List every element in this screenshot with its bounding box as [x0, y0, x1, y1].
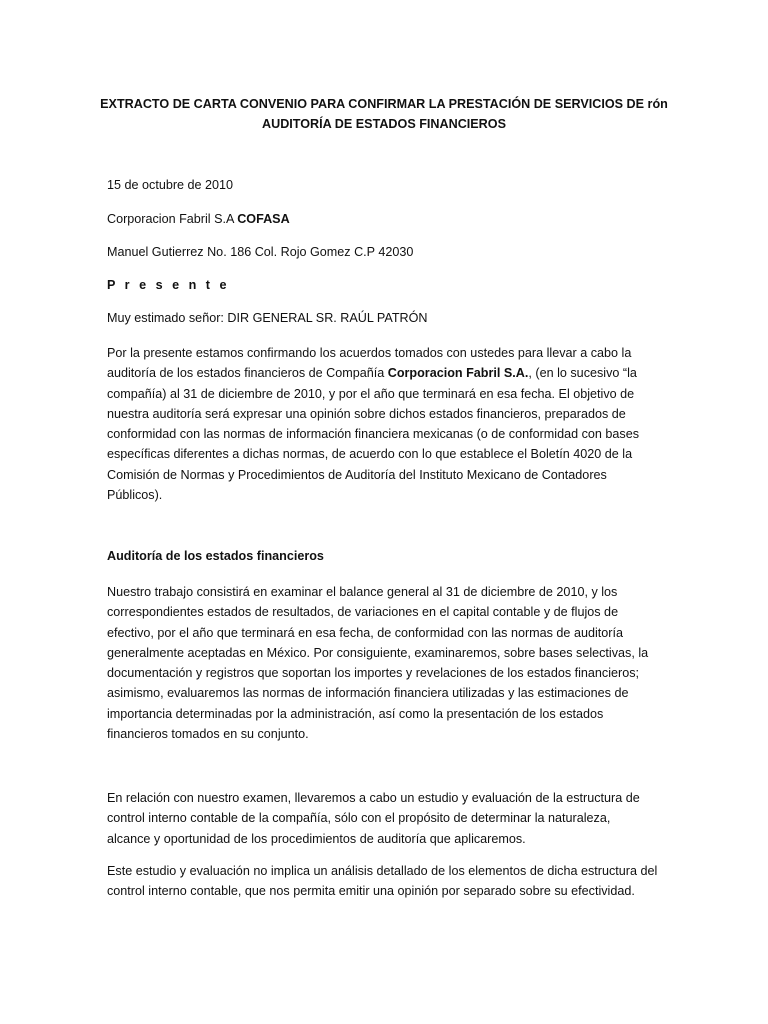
- title-line-2: AUDITORÍA DE ESTADOS FINANCIEROS: [262, 117, 506, 131]
- section-heading: Auditoría de los estados financieros: [107, 549, 324, 563]
- paragraph-line: nuestra auditoría será expresar una opinión sobre dichos estados financieros, preparados de: [107, 406, 626, 421]
- title-line-1: EXTRACTO DE CARTA CONVENIO PARA CONFIRMAR LA PRESTACIÓN DE SERVICIOS DE rón: [100, 97, 668, 111]
- paragraph-line: documentación y registros que soportan los importes y revelaciones de los estados financieros;: [107, 666, 640, 681]
- paragraph-internal-control: [107, 788, 662, 849]
- paragraph-segment: auditoría de los estados financieros de Compañía: [107, 366, 388, 381]
- paragraph-line: correspondientes estados de resultados, de variaciones en el capital contable y de flujos de: [107, 605, 619, 620]
- company-address: Manuel Gutierrez No. 186 Col. Rojo Gomez C.P 42030: [107, 245, 414, 259]
- document-title: [100, 94, 668, 134]
- company-name-text: Corporacion Fabril S.A: [107, 212, 238, 226]
- salutation: Muy estimado señor: DIR GENERAL SR. RAÚL PATRÓN: [107, 311, 428, 325]
- presente-line: P r e s e n t e: [107, 278, 230, 292]
- company-name: [107, 212, 290, 226]
- client-name-bold: Corporacion Fabril S.A.: [387, 366, 529, 381]
- paragraph-audit-scope: [107, 582, 662, 744]
- paragraph-line: Comisión de Normas y Procedimientos de Auditoría del Instituto Mexicano de Contadores: [107, 467, 607, 482]
- paragraph-segment: , (en lo sucesivo “la: [528, 366, 637, 381]
- paragraph-line: En relación con nuestro examen, llevaremos a cabo un estudio y evaluación de la estructura de: [107, 791, 640, 805]
- paragraph-line: asimismo, evaluaremos las normas de información financiera utilizadas y las estimaciones de: [107, 686, 629, 701]
- paragraph-line: Nuestro trabajo consistirá en examinar el balance general al 31 de diciembre de 2010, y los: [107, 585, 618, 599]
- paragraph-line: Públicos).: [107, 488, 163, 503]
- paragraph-line: [107, 363, 662, 383]
- paragraph-line: compañía) al 31 de diciembre de 2010, y por el año que terminará en esa fecha. El objetivo de: [107, 386, 635, 401]
- paragraph-evaluation: [107, 861, 662, 902]
- paragraph-line: control interno contable, que nos permita emitir una opinión por separado sobre su efectividad.: [107, 884, 635, 899]
- paragraph-intro: [107, 343, 662, 505]
- letter-date: 15 de octubre de 2010: [107, 178, 234, 192]
- paragraph-line: generalmente aceptadas en México. Por consiguiente, examinaremos, sobre bases selectivas, la: [107, 645, 649, 660]
- paragraph-line: financieros tomados en su conjunto.: [107, 727, 309, 742]
- paragraph-line: alcance y oportunidad de los procedimientos de auditoría que aplicaremos.: [107, 831, 526, 846]
- paragraph-line: específicas diferentes a dichas normas, de acuerdo con lo que establece el Boletín 4020 de la: [107, 447, 633, 462]
- paragraph-line: conformidad con las normas de información financiera mexicanas (o de conformidad con bases: [107, 427, 640, 442]
- company-name-bold: COFASA: [237, 212, 290, 226]
- paragraph-line: efectivo, por el año que terminará en esa fecha, de conformidad con las normas de auditoría: [107, 625, 623, 640]
- paragraph-line: Por la presente estamos confirmando los acuerdos tomados con ustedes para llevar a cabo la: [107, 346, 632, 360]
- paragraph-line: Este estudio y evaluación no implica un análisis detallado de los elementos de dicha estructura del: [107, 864, 658, 878]
- paragraph-line: importancia determinadas por la administración, así como la presentación de los estados: [107, 706, 604, 721]
- paragraph-line: control interno contable de la compañía, sólo con el propósito de determinar la naturaleza,: [107, 811, 611, 826]
